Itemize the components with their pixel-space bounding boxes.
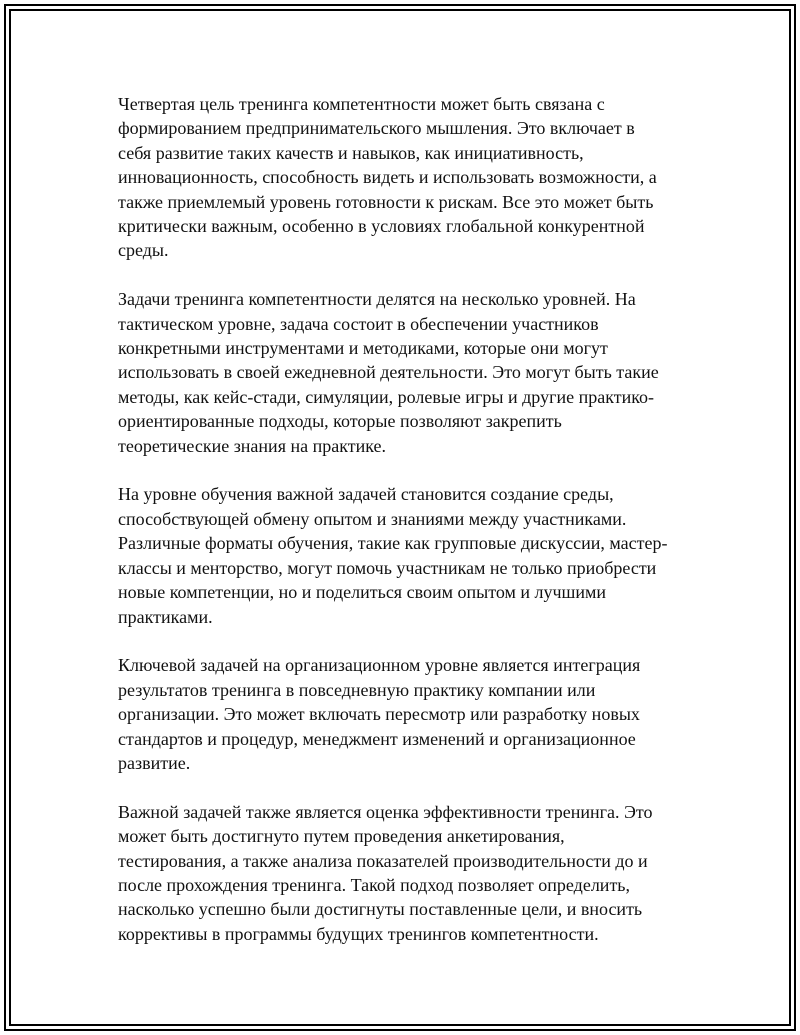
text-line: насколько успешно были достигнуты поставленные цели, и вносить	[118, 899, 643, 920]
paragraph-spacer	[118, 629, 693, 653]
paragraph-learning-environment	[118, 482, 693, 628]
text-line: Задачи тренинга компетентности делятся на несколько уровней. На	[118, 289, 636, 310]
text-line: классы и менторство, могут помочь участникам не только приобрести	[118, 557, 657, 578]
text-line: также приемлемый уровень готовности к рискам. Все это может быть	[118, 191, 654, 212]
text-line: среды.	[118, 240, 169, 261]
paragraph-spacer	[118, 458, 693, 482]
text-line: развитие.	[118, 752, 191, 773]
paragraph-training-levels	[118, 287, 693, 458]
text-line: критически важным, особенно в условиях глобальной конкурентной	[118, 216, 645, 237]
text-line: методы, как кейс-стади, симуляции, ролевые игры и другие практико-	[118, 386, 655, 407]
text-line: использовать в своей ежедневной деятельности. Это могут быть такие	[118, 362, 659, 383]
text-line: инновационность, способность видеть и использовать возможности, а	[118, 167, 657, 188]
text-line: результатов тренинга в повседневную практику компании или	[118, 679, 596, 700]
text-line: себя развитие таких качеств и навыков, как инициативность,	[118, 142, 584, 163]
text-line: конкретными инструментами и методиками, которые они могут	[118, 338, 608, 359]
paragraph-spacer	[118, 263, 693, 287]
paragraph-effectiveness-evaluation	[118, 800, 693, 946]
text-line: способствующей обмену опытом и знаниями между участниками.	[118, 508, 627, 529]
document-body	[118, 92, 693, 946]
text-line: практиками.	[118, 606, 213, 627]
text-line: коррективы в программы будущих тренингов компетентности.	[118, 923, 599, 944]
text-line: Четвертая цель тренинга компетентности может быть связана с	[118, 94, 605, 114]
text-line: тактическом уровне, задача состоит в обеспечении участников	[118, 313, 599, 334]
text-line: На уровне обучения важной задачей становится создание среды,	[118, 484, 614, 505]
text-line: может быть достигнуто путем проведения анкетирования,	[118, 826, 565, 847]
text-line: Различные форматы обучения, такие как групповые дискуссии, мастер-	[118, 533, 668, 554]
text-line: ориентированные подходы, которые позволяют закрепить	[118, 411, 562, 432]
text-line: стандартов и процедур, менеджмент изменений и организационное	[118, 728, 636, 749]
text-line: новые компетенции, но и поделиться своим опытом и лучшими	[118, 582, 607, 603]
paragraph-organizational-level	[118, 653, 693, 775]
text-line: теоретические знания на практике.	[118, 435, 387, 456]
text-line: после прохождения тренинга. Такой подход позволяет определить,	[118, 874, 631, 895]
text-line: Важной задачей также является оценка эффективности тренинга. Это	[118, 801, 653, 822]
paragraph-spacer	[118, 775, 693, 799]
text-line: тестирования, а также анализа показателей производительности до и	[118, 850, 648, 871]
paragraph-entrepreneurial-thinking	[118, 92, 693, 263]
text-line: Ключевой задачей на организационном уровне является интеграция	[118, 655, 641, 676]
text-line: формированием предпринимательского мышления. Это включает в	[118, 118, 635, 139]
text-line: организации. Это может включать пересмотр или разработку новых	[118, 704, 640, 725]
